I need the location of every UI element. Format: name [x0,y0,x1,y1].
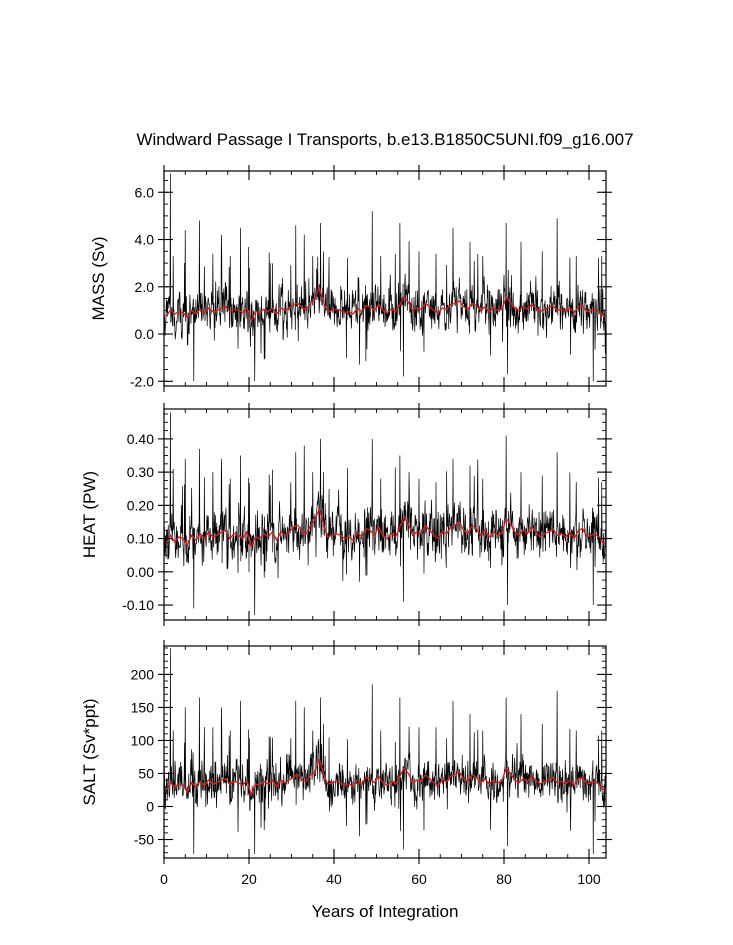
panels [80,165,612,887]
y-tick-label: 50 [138,765,154,782]
y-tick-label: 150 [130,699,154,716]
y-tick-label: 0.00 [126,563,154,580]
panel-2 [80,403,612,626]
y-tick-label: 0.40 [126,430,154,447]
y-axis-label: SALT (Sv*ppt) [80,698,99,806]
series-monthly-3 [164,648,606,854]
y-tick-label: 6.0 [134,184,154,201]
x-axis-label: Years of Integration [311,902,459,921]
y-tick-label: 100 [130,732,154,749]
x-tick-label: 40 [326,871,342,887]
figure-title: Windward Passage I Transports, b.e13.B1850C5UNI.f09_g16.007 [136,130,634,149]
x-tick-label: 100 [577,871,601,887]
x-tick-label: 80 [496,871,512,887]
y-tick-label: 0.30 [126,464,154,481]
y-tick-label: -0.10 [122,597,154,614]
y-tick-label: 0.20 [126,497,154,514]
series-monthly-2 [164,412,606,615]
x-tick-label: 60 [411,871,427,887]
y-tick-label: -50 [133,831,154,848]
y-axis-label: HEAT (PW) [80,470,99,559]
x-tick-label: 20 [241,871,257,887]
y-tick-label: 200 [130,666,154,683]
panel-1 [89,165,612,392]
panel-3 [80,640,612,887]
y-tick-label: 0.10 [126,530,154,547]
y-tick-label: -2.0 [129,373,154,390]
series-monthly-1 [164,173,606,381]
y-axis-label: MASS (Sv) [89,236,108,321]
y-tick-label: 4.0 [134,231,154,248]
y-tick-label: 2.0 [134,278,154,295]
y-tick-label: 0.0 [134,326,154,343]
x-tick-label: 0 [160,871,168,887]
y-tick-label: 0 [146,798,154,815]
